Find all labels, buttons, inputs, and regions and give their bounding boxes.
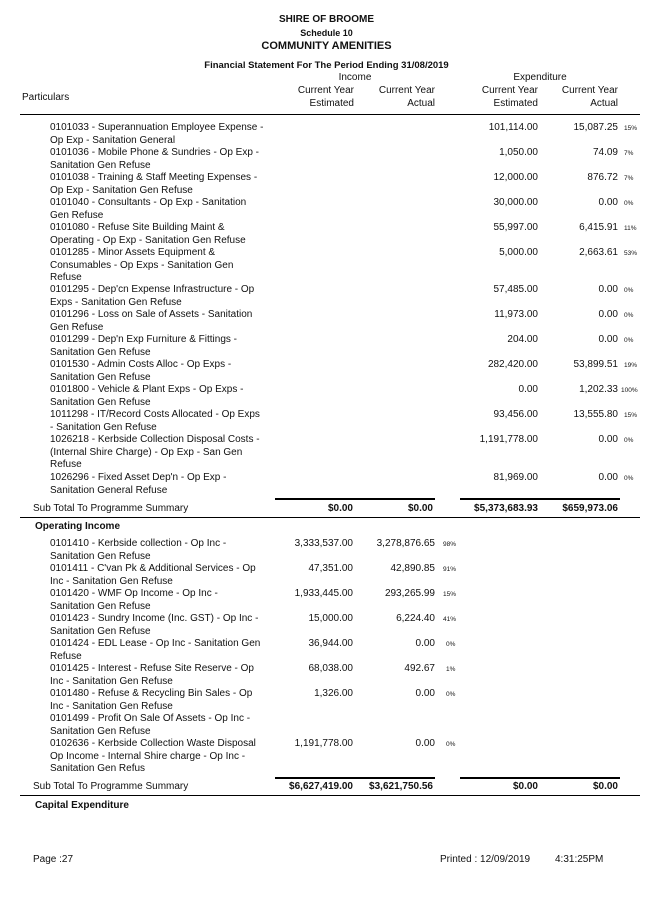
income-estimated: 1,326.00	[314, 688, 353, 699]
income-estimated-heading-2: Estimated	[309, 98, 354, 109]
percent: 15%	[443, 591, 457, 598]
expenditure-actual: 0.00	[598, 434, 618, 445]
income-estimated: 36,944.00	[308, 638, 353, 649]
row-description: 0101295 - Dep'cn Expense Infrastructure - Op Exps - Sanitation Gen Refuse	[50, 284, 255, 308]
operating-income-heading: Operating Income	[35, 521, 121, 532]
income-actual: 293,265.99	[384, 588, 435, 599]
percent: 11%	[624, 225, 637, 232]
row-description: 0101036 - Mobile Phone & Sundries - Op Exp - Sanitation Gen Refuse	[50, 147, 260, 171]
subtotal-label: Sub Total To Programme Summary	[33, 503, 189, 514]
expenditure-actual: 0.00	[598, 197, 618, 208]
row-description: 0101411 - C'van Pk & Additional Services - Op Inc - Sanitation Gen Refuse	[50, 563, 256, 587]
expenditure-actual: 876.72	[587, 172, 618, 183]
subtotal-income-actual: $0.00	[407, 503, 433, 514]
section-divider	[20, 517, 640, 518]
expenditure-estimated: 57,485.00	[493, 284, 538, 295]
row-description: 0101420 - WMF Op Income - Op Inc - Sanitation Gen Refuse	[50, 588, 218, 612]
expenditure-actual: 53,899.51	[573, 359, 618, 370]
expenditure-actual: 6,415.91	[579, 222, 618, 233]
schedule-label: Schedule 10	[300, 28, 353, 38]
subtotal-label: Sub Total To Programme Summary	[33, 781, 189, 792]
expenditure-actual: 0.00	[598, 284, 618, 295]
row-description: 0101080 - Refuse Site Building Maint & Operating - Op Exp - Sanitation Gen Refuse	[50, 222, 246, 246]
income-estimated: 1,933,445.00	[294, 588, 353, 599]
row-description: 0101299 - Dep'n Exp Furniture & Fittings - Sanitation Gen Refuse	[50, 334, 238, 358]
row-description: 0101480 - Refuse & Recycling Bin Sales - Op Inc - Sanitation Gen Refuse	[50, 688, 253, 712]
expenditure-estimated-heading-2: Estimated	[493, 98, 538, 109]
percent: 0%	[446, 741, 456, 748]
expenditure-estimated: 0.00	[518, 384, 538, 395]
expenditure-estimated: 5,000.00	[499, 247, 538, 258]
percent: 0%	[624, 312, 634, 319]
header-rule	[20, 114, 640, 115]
row-description: 1026218 - Kerbside Collection Disposal Costs - (Internal Shire Charge) - Op Exp - San Gen Refuse	[50, 434, 260, 470]
percent: 0%	[624, 287, 634, 294]
row-description: 0101425 - Interest - Refuse Site Reserve - Op Inc - Sanitation Gen Refuse	[50, 663, 254, 687]
row-description: 0101499 - Profit On Sale Of Assets - Op Inc - Sanitation Gen Refuse	[50, 713, 251, 737]
income-actual: 6,224.40	[396, 613, 435, 624]
expenditure-estimated: 282,420.00	[487, 359, 538, 370]
subtotal-expenditure-estimated: $0.00	[512, 781, 538, 792]
row-description: 1026296 - Fixed Asset Dep'n - Op Exp - Sanitation General Refuse	[50, 472, 227, 496]
percent: 15%	[624, 125, 638, 132]
percent: 91%	[443, 566, 457, 573]
page-number: Page :27	[33, 854, 74, 865]
row-description: 0101410 - Kerbside collection - Op Inc - Sanitation Gen Refuse	[50, 538, 227, 562]
percent: 7%	[624, 150, 634, 157]
expenditure-actual-heading-1: Current Year	[561, 85, 618, 96]
percent: 41%	[443, 616, 457, 623]
income-actual: 3,278,876.65	[376, 538, 435, 549]
percent: 53%	[624, 250, 638, 257]
percent: 0%	[446, 691, 456, 698]
percent: 100%	[621, 387, 638, 394]
income-actual: 0.00	[415, 638, 435, 649]
subtotal-income-actual: $3,621,750.56	[369, 781, 433, 792]
expenditure-actual: 15,087.25	[573, 122, 618, 133]
printed-time: 4:31:25PM	[555, 854, 604, 865]
page-title: COMMUNITY AMENITIES	[261, 40, 392, 52]
expenditure-estimated: 101,114.00	[488, 122, 538, 133]
expenditure-actual: 13,555.80	[573, 409, 618, 420]
subtotal-income-estimated: $6,627,419.00	[289, 781, 353, 792]
income-estimated: 47,351.00	[308, 563, 353, 574]
subtotal-expenditure-actual: $659,973.06	[562, 503, 618, 514]
percent: 0%	[624, 437, 634, 444]
subtotal-rule-expenditure	[460, 777, 620, 779]
expenditure-actual-heading-2: Actual	[590, 98, 618, 109]
percent: 0%	[624, 337, 634, 344]
expenditure-estimated: 11,973.00	[494, 309, 538, 320]
expenditure-estimated: 12,000.00	[493, 172, 538, 183]
income-estimated: 3,333,537.00	[294, 538, 353, 549]
percent: 0%	[446, 641, 456, 648]
income-estimated: 15,000.00	[308, 613, 353, 624]
subtotal-rule-income	[275, 777, 435, 779]
row-description: 0101423 - Sundry Income (Inc. GST) - Op Inc - Sanitation Gen Refuse	[50, 613, 259, 637]
subtotal-expenditure-actual: $0.00	[592, 781, 618, 792]
income-actual: 0.00	[415, 688, 435, 699]
printed-date: Printed : 12/09/2019	[440, 854, 531, 865]
percent: 19%	[624, 362, 638, 369]
expenditure-estimated: 81,969.00	[493, 472, 538, 483]
capital-expenditure-heading: Capital Expenditure	[35, 800, 129, 811]
row-description: 0102636 - Kerbside Collection Waste Disposal Op Income - Internal Shire charge - Op Inc - Sanitation Gen Refus	[50, 738, 256, 774]
org-name: SHIRE OF BROOME	[278, 14, 374, 25]
row-description: 0101040 - Consultants - Op Exp - Sanitation Gen Refuse	[50, 197, 247, 221]
income-estimated-heading-1: Current Year	[297, 85, 354, 96]
expenditure-actual: 1,202.33	[579, 384, 618, 395]
percent: 7%	[624, 175, 634, 182]
subtotal-rule-income	[275, 498, 435, 500]
statement-subtitle: Financial Statement For The Period Ending 31/08/2019	[204, 60, 449, 71]
income-actual-heading-2: Actual	[407, 98, 435, 109]
row-description: 0101296 - Loss on Sale of Assets - Sanitation Gen Refuse	[50, 309, 253, 333]
expenditure-estimated: 55,997.00	[493, 222, 538, 233]
expenditure-estimated: 30,000.00	[493, 197, 538, 208]
particulars-heading: Particulars	[22, 92, 70, 103]
row-description: 0101033 - Superannuation Employee Expense - Op Exp - Sanitation General	[50, 122, 264, 146]
income-actual: 492.67	[404, 663, 435, 674]
expenditure-estimated-heading-1: Current Year	[481, 85, 538, 96]
subtotal-income-estimated: $0.00	[327, 503, 353, 514]
income-actual: 42,890.85	[390, 563, 435, 574]
expenditure-estimated: 204.00	[507, 334, 538, 345]
row-description: 1011298 - IT/Record Costs Allocated - Op Exps - Sanitation Gen Refuse	[50, 409, 260, 433]
row-description: 0101530 - Admin Costs Alloc - Op Exps - Sanitation Gen Refuse	[50, 359, 232, 383]
expenditure-estimated: 1,050.00	[499, 147, 538, 158]
income-actual: 0.00	[415, 738, 435, 749]
expenditure-estimated: 93,456.00	[493, 409, 538, 420]
expenditure-actual: 0.00	[598, 472, 618, 483]
section-divider	[20, 795, 640, 796]
subtotal-rule-expenditure	[460, 498, 620, 500]
expenditure-actual: 74.09	[592, 147, 618, 158]
expenditure-actual: 0.00	[598, 309, 618, 320]
percent: 0%	[624, 200, 634, 207]
expenditure-actual: 2,663.61	[579, 247, 618, 258]
subtotal-expenditure-estimated: $5,373,683.93	[474, 503, 538, 514]
percent: 1%	[446, 666, 456, 673]
income-estimated: 68,038.00	[308, 663, 353, 674]
income-actual-heading-1: Current Year	[378, 85, 435, 96]
row-description: 0101285 - Minor Assets Equipment & Consumables - Op Exps - Sanitation Gen Refuse	[50, 247, 234, 283]
percent: 98%	[443, 541, 457, 548]
row-description: 0101038 - Training & Staff Meeting Expenses - Op Exp - Sanitation Gen Refuse	[50, 172, 258, 196]
expenditure-actual: 0.00	[598, 334, 618, 345]
percent: 15%	[624, 412, 638, 419]
expenditure-estimated: 1,191,778.00	[479, 434, 538, 445]
percent: 0%	[624, 475, 634, 482]
expenditure-heading: Expenditure	[513, 72, 567, 83]
income-estimated: 1,191,778.00	[294, 738, 353, 749]
income-heading: Income	[338, 72, 372, 83]
row-description: 0101800 - Vehicle & Plant Exps - Op Exps - Sanitation Gen Refuse	[50, 384, 244, 408]
row-description: 0101424 - EDL Lease - Op Inc - Sanitation Gen Refuse	[50, 638, 261, 662]
